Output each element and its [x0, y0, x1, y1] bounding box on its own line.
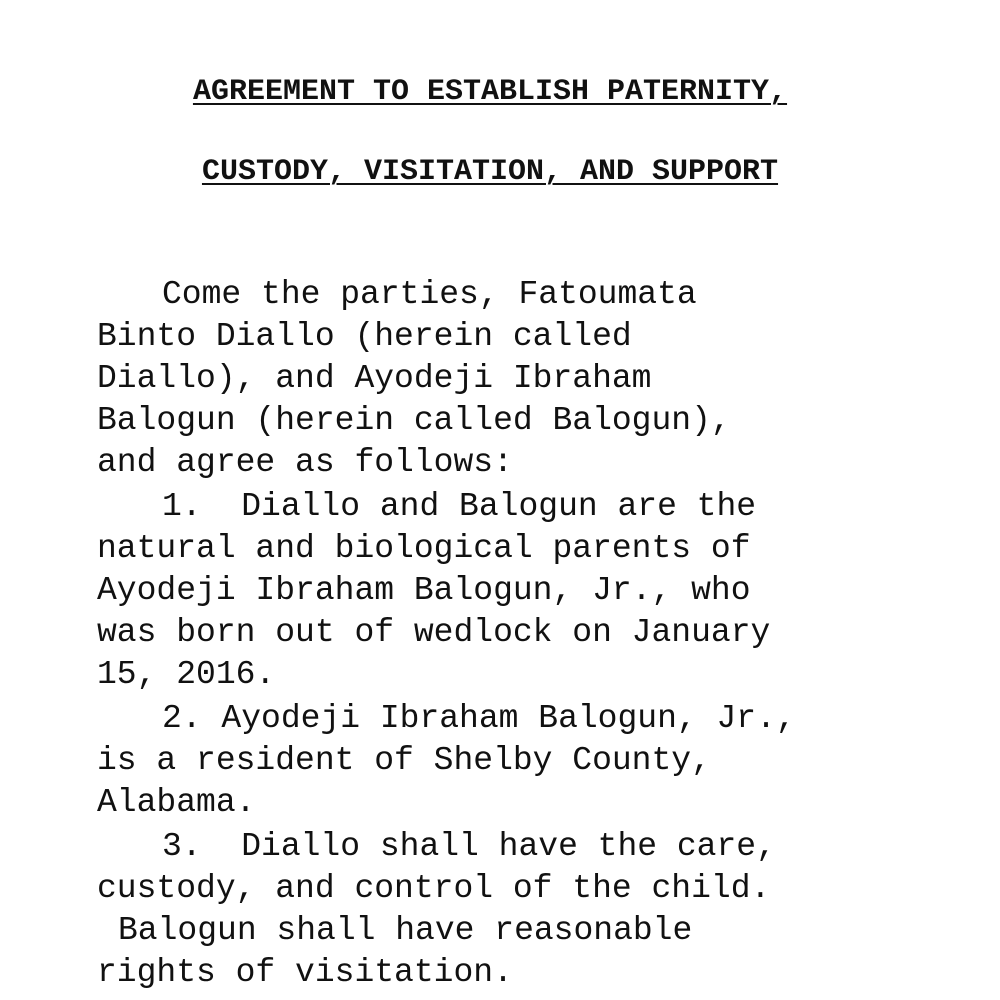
- document-title-line-2: CUSTODY, VISITATION, AND SUPPORT: [201, 155, 779, 189]
- body-line: rights of visitation.: [97, 954, 513, 991]
- body-line: Balogun shall have reasonable: [118, 912, 693, 949]
- numbered-clause-3: 3. Diallo shall have the care,: [162, 828, 776, 865]
- body-line: custody, and control of the child.: [97, 870, 771, 907]
- body-line: Balogun (herein called Balogun),: [97, 402, 731, 439]
- body-line: Ayodeji Ibraham Balogun, Jr., who: [97, 572, 751, 609]
- body-line: and agree as follows:: [97, 444, 513, 481]
- body-line: Binto Diallo (herein called: [97, 318, 632, 355]
- body-line: is a resident of Shelby County,: [97, 742, 711, 779]
- body-line: was born out of wedlock on January: [97, 614, 771, 651]
- body-line: Alabama.: [97, 784, 256, 821]
- body-line: natural and biological parents of: [97, 530, 751, 567]
- body-line: Come the parties, Fatoumata: [162, 276, 697, 313]
- body-line: 15, 2016.: [97, 656, 276, 693]
- numbered-clause-2: 2. Ayodeji Ibraham Balogun, Jr.,: [162, 700, 796, 737]
- body-line: Diallo), and Ayodeji Ibraham: [97, 360, 652, 397]
- numbered-clause-1: 1. Diallo and Balogun are the: [162, 488, 757, 525]
- document-title-line-1: AGREEMENT TO ESTABLISH PATERNITY,: [192, 75, 788, 109]
